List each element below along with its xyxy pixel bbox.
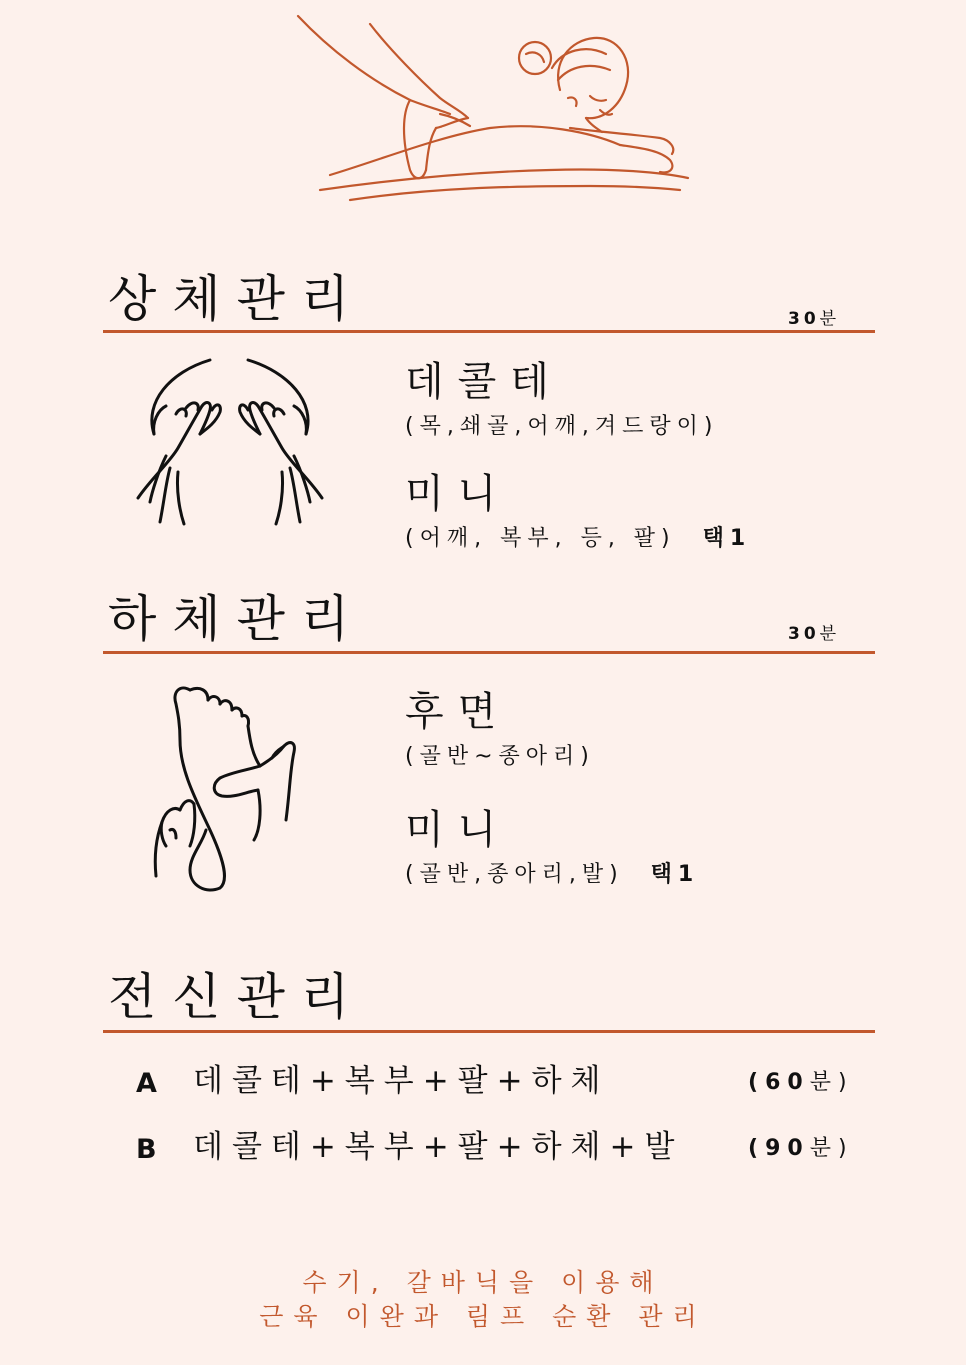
upper-item-1-name: 데콜테 xyxy=(405,359,563,405)
combo-b-duration-number: 90 xyxy=(765,1136,810,1161)
lower-item-1-name: 후면 xyxy=(405,689,511,735)
lower-item-2-name: 미니 xyxy=(405,807,511,853)
foot-massage-icon xyxy=(150,680,310,895)
combo-a-duration-number: 60 xyxy=(765,1070,810,1095)
upper-body-duration xyxy=(788,304,840,329)
combo-b-duration-unit: 분 xyxy=(809,1136,838,1161)
upper-body-title: 상체관리 xyxy=(108,270,366,328)
lower-item-1-desc: (골반~종아리) xyxy=(405,744,595,769)
footer-line-1: 수기, 갈바닉을 이용해 xyxy=(302,1268,664,1297)
upper-item-2-desc-text: (어깨, 복부, 등, 팔) xyxy=(405,526,676,551)
upper-body-duration-unit: 분 xyxy=(819,309,841,329)
upper-item-2-desc xyxy=(405,528,751,550)
combo-a-text: 데콜테+복부+팔+하체 xyxy=(193,1063,610,1099)
combo-a-duration: (60분) xyxy=(748,1070,854,1095)
lower-body-duration-unit: 분 xyxy=(819,624,841,644)
footer-line-2: 근육 이완과 림프 순환 관리 xyxy=(259,1302,707,1331)
lower-body-title: 하체관리 xyxy=(108,590,366,648)
upper-body-duration-number: 30 xyxy=(788,309,820,329)
lower-body-divider xyxy=(103,651,875,654)
combo-a-key: A xyxy=(136,1068,157,1099)
lower-item-2-desc xyxy=(405,864,699,886)
upper-item-2-suffix: 택1 xyxy=(702,526,752,551)
massage-woman-icon xyxy=(290,10,710,210)
full-body-divider xyxy=(103,1030,875,1033)
upper-body-divider xyxy=(103,330,875,333)
lower-body-duration xyxy=(788,619,840,644)
upper-item-1-desc: (목,쇄골,어깨,겨드랑이) xyxy=(405,414,719,439)
lower-item-2-suffix: 택1 xyxy=(650,862,700,887)
combo-b-text: 데콜테+복부+팔+하체+발 xyxy=(193,1129,684,1165)
lower-body-duration-number: 30 xyxy=(788,624,820,644)
combo-b-duration: (90분) xyxy=(748,1136,854,1161)
combo-b-key: B xyxy=(136,1134,157,1165)
combo-a-duration-unit: 분 xyxy=(809,1070,838,1095)
lower-item-2-desc-text: (골반,종아리,발) xyxy=(405,862,624,887)
full-body-title: 전신관리 xyxy=(108,968,366,1026)
upper-item-2-name: 미니 xyxy=(405,471,511,517)
chest-hands-icon xyxy=(130,352,330,532)
